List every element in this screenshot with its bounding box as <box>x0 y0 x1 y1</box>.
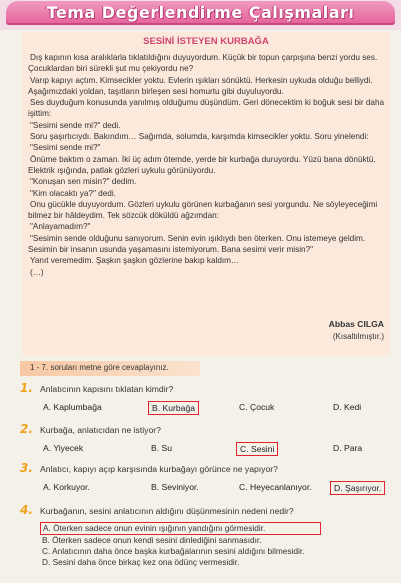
question-number: 2. <box>20 422 33 436</box>
option-d[interactable]: D. Para <box>333 443 363 453</box>
option-a[interactable]: A. Kaplumbağa <box>43 402 102 412</box>
options-row <box>40 401 390 415</box>
question-text: Kurbağanın, sesini anlatıcının aldığını düşünmesinin nedeni nedir? <box>40 506 294 516</box>
options-row <box>40 481 390 495</box>
story-paragraph: Ses duyduğum konusunda yanılmış olduğumu düşündüm. Geri dönecektim ki boğuk sesi bir daha işittim: <box>28 98 385 119</box>
story-author: Abbas CILGA <box>328 319 384 329</box>
instructions-text: 1 - 7. soruları metne göre cevaplayınız. <box>30 363 169 372</box>
option-c-marked[interactable]: C. Sesini <box>236 442 278 456</box>
option-d[interactable]: D. Sesini daha önce birkaç kez ona ödünç vermesidir. <box>42 557 240 567</box>
story-box <box>22 32 390 356</box>
question-text: Kurbağa, anlatıcıdan ne istiyor? <box>40 425 161 435</box>
story-paragraph: "Anlayamadım?" <box>30 222 91 232</box>
story-paragraph: "Sesimin sende olduğunu sanıyorum. Senin evin ışıklıydı ben öterken. Onu istemeye geldim. Sesimin bir insanın usunda yaşamasını istemiyorum. Bana sesimi verir misin?" <box>28 233 366 255</box>
question-number: 1. <box>20 381 33 395</box>
question-text: Anlatıcı, kapıyı açıp karşısında kurbağayı görünce ne yapıyor? <box>40 464 278 474</box>
option-b-marked[interactable]: B. Kurbağa <box>148 401 199 415</box>
story-paragraph: (…) <box>30 267 44 277</box>
story-paragraph: Önüme baktım o zaman. İki üç adım ötemde, yerde bir kurbağa duruyordu. Yüzü bana dönüktü. Elektrik ışığında, patlak gözleri uykulu görünüyordu. <box>28 154 376 175</box>
story-paragraph: "Sesimi sende mi?" <box>30 143 101 153</box>
option-c[interactable]: C. Anlatıcının daha önce başka kurbağalarının sesini aldığını bilmesidir. <box>42 546 305 556</box>
option-c[interactable]: C. Heyecanlanıyor. <box>239 482 312 492</box>
option-d[interactable]: D. Kedi <box>333 402 362 412</box>
title-banner <box>6 1 395 25</box>
story-paragraph: "Konuşan sen misin?" dedim. <box>30 177 137 187</box>
option-b[interactable]: B. Öterken sadece onun kendi sesini dinlediğini sanmasıdır. <box>42 535 262 545</box>
question-number: 3. <box>20 461 33 475</box>
instructions-bar <box>20 361 200 376</box>
story-paragraph: Dış kapının kısa aralıklarla tıklatıldığını duyuyordum. Küçük bir topun çarpışına benzi yordu ses. Çocuklardan biri sürekli şut mu çekiyordu ne? <box>28 53 378 74</box>
story-source: (Kısaltılmıştır.) <box>332 332 384 341</box>
story-paragraph: Onu gücükle duyuyordum. Gözleri uykulu görünen kurbağanın sesi yorgundu. Ne söyleyeceğimi bilmez bir hâldeydim. Tek sözcük döküldü ağzımdan: <box>28 199 378 221</box>
story-title: SESİNİ İSTEYEN KURBAĞA <box>143 36 269 47</box>
story-paragraph: Soru şaşırtıcıydı. Bakındım… Sağımda, solumda, karşımda kimsecikler yoktu. Soru yinelendi: <box>30 132 369 142</box>
option-c[interactable]: C. Çocuk <box>239 402 275 412</box>
question-number: 4. <box>20 503 33 517</box>
story-paragraph: Varıp kapıyı açtım. Kimsecikler yoktu. Evlerin ışıkları sönüktü. Herkesin uykuda olduğu belliydi. Aşağımızdaki yoldan, taşıtların birleşen sesi homurtu gibi duyuluyordu. <box>28 75 373 96</box>
story-paragraph: "Kim olacaktı ya?" dedi. <box>30 188 116 198</box>
options-row <box>40 442 390 456</box>
banner-title: Tema Değerlendirme Çalışmaları <box>46 3 355 22</box>
option-a[interactable]: A. Korkuyor. <box>43 482 90 492</box>
story-body <box>28 52 388 278</box>
options-list <box>40 522 390 568</box>
option-d-marked[interactable]: D. Şaşırıyor. <box>330 481 385 495</box>
option-b[interactable]: B. Su <box>151 443 173 453</box>
option-a[interactable]: A. Yiyecek <box>43 443 84 453</box>
option-b[interactable]: B. Seviniyor. <box>151 482 199 492</box>
option-a-marked[interactable]: A. Öterken sadece onun evinin ışığının yandığını görmesidir. <box>40 522 321 535</box>
story-paragraph: "Sesimi sende mi?" dedi. <box>30 120 121 130</box>
story-paragraph: Yanıt veremedim. Şaşkın şaşkın gözlerine bakıp kaldım… <box>30 256 240 266</box>
question-text: Anlatıcının kapısını tıklatan kimdir? <box>40 384 174 394</box>
